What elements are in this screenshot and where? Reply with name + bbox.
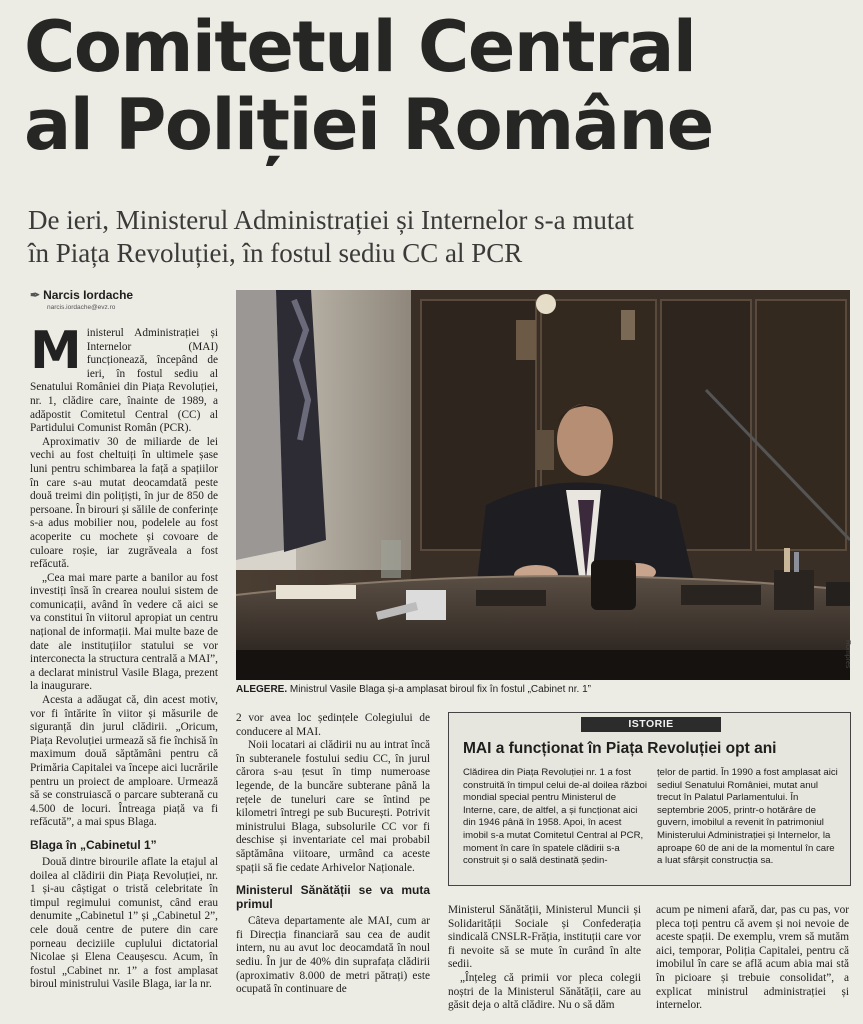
article-paragraph: acum pe nimeni afară, dar, pas cu pas, vor pleca toți pentru că avem și noi nevoie de aceste spații. De exemplu, vrem să mutăm aici, temporar, Poliția Capitalei, pentru că imobilul în care se află acum abia mai stă în picioare și trebuie consolidat”, a explicat ministrul administrației și internelor. [656,904,849,1012]
author-name-text: Narcis Iordache [43,288,134,302]
pen-icon: ✒ [30,288,41,302]
article-column-3 [448,904,641,1013]
sidebar-column-left [463,767,647,868]
headline [24,8,844,164]
article-paragraph [30,321,218,436]
drop-cap: M [30,321,82,381]
article-paragraph: Acesta a adăugat că, din acest motiv, vor fi întărite în viitor și măsurile de siguranță din jurul clădirii. „Oricum, Piața Revoluției urmează să fie închisă în maximum două săptămâni pentru că Primăria Capitalei va începe aici lucrările pentru un proiect de amploare. Urmează să se construiască o parcare subterană cu 4.500 de locuri. Întreaga piață va fi refăcută”, a mai spus Blaga. [30,694,218,829]
sidebar-title: MAI a funcționat în Piața Revoluției opt ani [463,740,777,757]
photo-credit: Rompres [844,640,851,669]
subheadline-line-1: De ieri, Ministerul Administrației și Internelor s-a mutat [28,205,634,235]
sidebar-text: Clădirea din Piața Revoluției nr. 1 a fost construită în timpul celui de-al doilea război mondial special pentru Ministerul de Interne, care, de altfel, a și funcționat aici din 1946 până în 1958. Apoi, în acest imobil s-a mutat Comitetul Central al PCR, moment în care în spatele clădirii s-a construit și o sală destinată ședin- [463,767,647,867]
article-paragraph: Două dintre birourile aflate la etajul al doilea al clădirii din Piața Revoluției, nr. 1 și-au câștigat o tristă celebritate în timpul regimului comunist, când erau denumite „Cabinetul 1” și „Cabinetul 2”, cele două centre de putere din care porneau deciziile cuplului dictatorial Nicolae și Elena Ceaușescu. Acum, în fostul „Cabinet nr. 1” a fost amplasat biroul ministrului Vasile Blaga, iar la nr. [30,855,218,991]
sidebar-column-right [657,767,839,868]
article-column-4 [656,904,849,1013]
article-paragraph-text: inisterul Administrației și Internelor (MAI) funcționează, începând de ieri, în fostul sediu al Senatului României din Piața Revoluției, nr. 1, clădire care, înainte de 1989, a adăpostit Comitetul Central (CC) al Partidului Comunist Român (PCR). [30,327,218,435]
caption-label: ALEGERE. [236,684,288,695]
author-email: narcis.iordache@evz.ro [47,304,116,311]
article-column-2 [236,712,430,997]
article-paragraph: Câteva departamente ale MAI, cum ar fi Direcția financiară sau cea de audit intern, nu au avut loc deocamdată în noul sediu. În jur de 40% din suprafața clădirii (aproximativ 8.000 de metri pătrați) este ocupată în continuare de [236,915,430,996]
section-heading: Blaga în „Cabinetul 1” [30,837,157,852]
section-heading: Ministerul Sănătății se va muta primul [236,883,430,912]
article-paragraph: „Înțeleg că primii vor pleca colegii noștri de la Ministerul Sănătății, care au găsit deja o altă clădire. Nu o să dăm [448,971,641,1012]
author-name [30,288,133,302]
headline-line-1: Comitetul Central [24,6,696,88]
article-paragraph: „Cea mai mare parte a banilor au fost investiți însă în crearea noului sistem de comunicații, având în vedere că aici se va constitui în viitorul apropiat un centru național de informații. Mai multe baze de date ale instituțiilor statului se vor interconecta la structura centrală a MAI”, a declarat ministrul Vasile Blaga, prezent la inaugurare. [30,571,218,693]
sidebar-text: țelor de partid. În 1990 a fost amplasat aici sediul Senatului României, mutat anul trecut în Palatul Parlamentului. În septembrie 2005, printr-o hotărâre de guvern, imobilul a revenit în patrimoniul Ministerului Administrației și Internelor, la aproape 60 de ani de la momentul în care a luat sfârșit construcția sa. [657,767,838,867]
photo-caption [236,684,850,696]
article-paragraph: Noii locatari ai clădirii nu au intrat încă în subteranele fostului sediu CC, în jurul cărora s-au țesut în timp numeroase legende, de la buncăre subterane până la rețele de tuneluri care se întind pe kilometri întregi pe sub București. Potrivit ministrului Blaga, subsolurile CC vor fi deschise și inventariate cel mai probabil săptămâna viitoare, urmând ca aceste spații să fie cedate Arhivelor Naționale. [236,739,430,874]
article-photo [236,290,850,680]
article-paragraph: Aproximativ 30 de miliarde de lei vechi au fost cheltuiți în ultimele șase luni pentru schimbarea la față a spațiilor în care s-au mutat deocamdată peste două treimi din polițiști, în jur de 850 de persoane. În birouri și sălile de conferințe s-a adus mobilier nou, podelele au fost acoperite cu mochete și covoare de culoare roșie, iar zugrăveala a fost refăcută. [30,435,218,571]
history-sidebar-box [448,712,851,886]
article-paragraph: 2 vor avea loc ședințele Colegiului de conducere al MAI. [236,712,430,738]
article-paragraph: Ministerul Sănătății, Ministerul Muncii și Solidarității Sociale și Confederația sindicală CNSLR-Frăția, instituții care vor fi nevoite să se mute în curând în alte sedii. [448,904,641,971]
caption-text: Ministrul Vasile Blaga și-a amplasat biroul fix în fostul „Cabinet nr. 1” [289,684,591,695]
subheadline [28,204,848,270]
subheadline-line-2: în Piața Revoluției, în fostul sediu CC al PCR [28,238,523,268]
sidebar-tag: ISTORIE [581,717,721,732]
headline-line-2: al Poliției Române [24,84,713,166]
article-column-1 [30,321,218,992]
photo-illustration [236,290,850,680]
